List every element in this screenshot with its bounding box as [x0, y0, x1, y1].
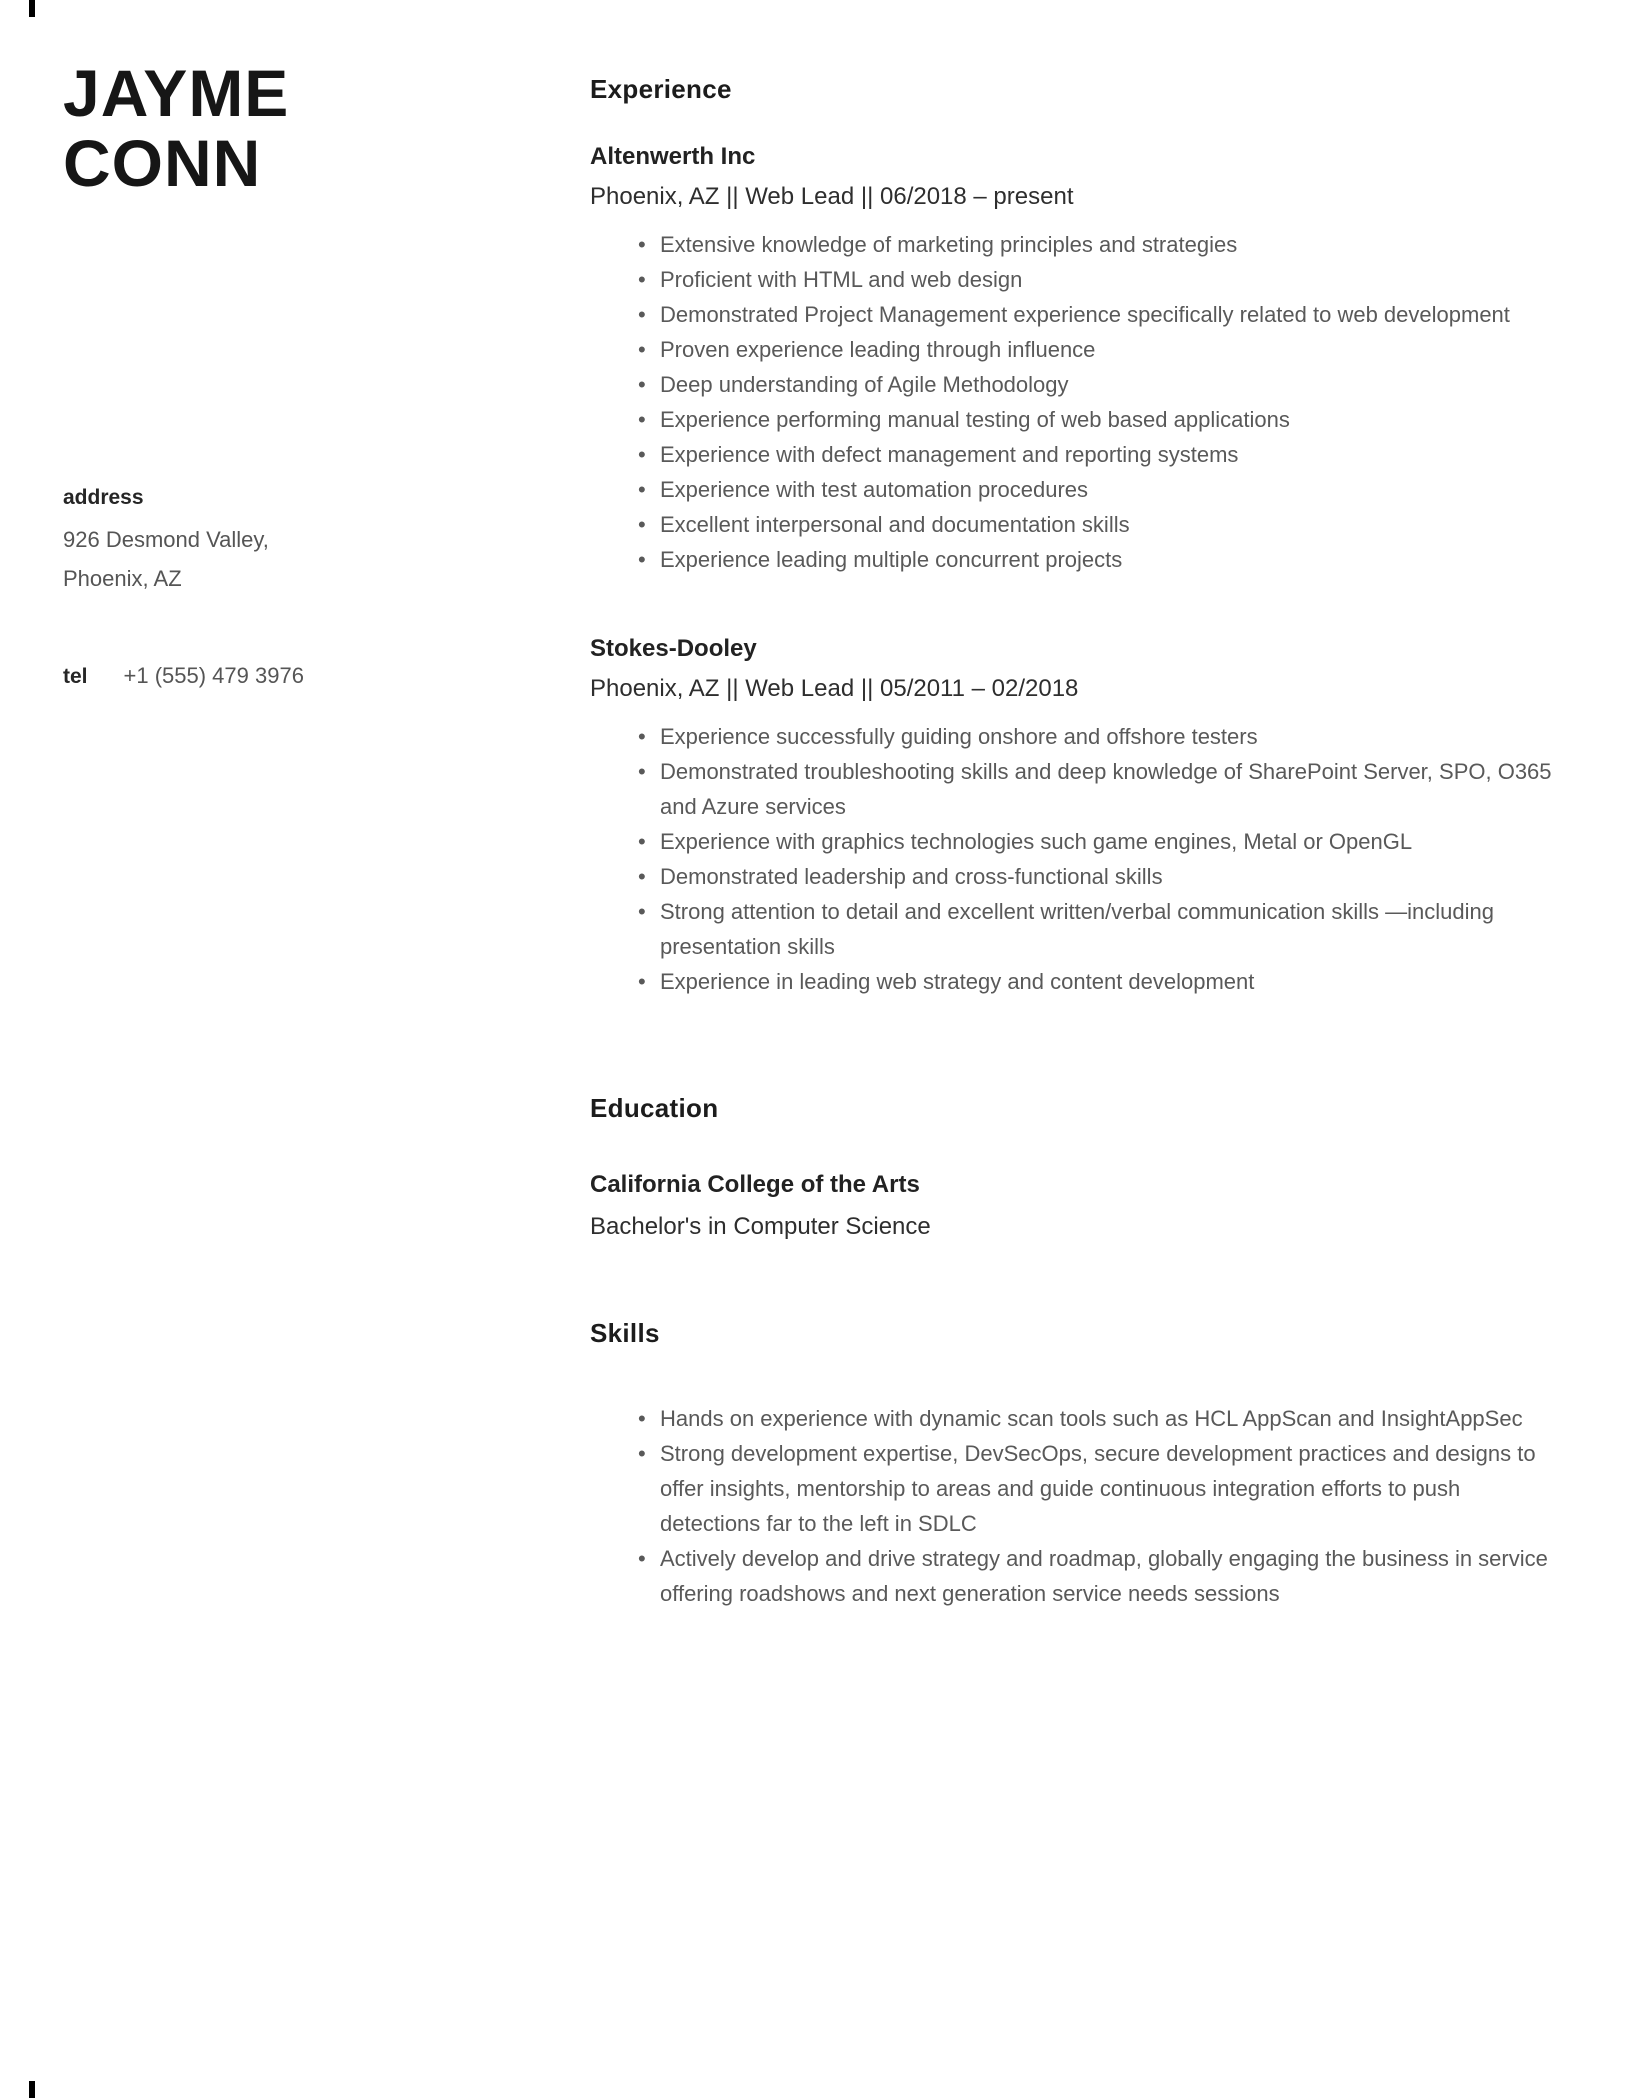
- bullet-item: • Experience with test automation procedures: [638, 472, 1554, 507]
- bullet-item: • Demonstrated leadership and cross-functional skills: [638, 859, 1554, 894]
- bullet-item: • Demonstrated Project Management experience specifically related to web development: [638, 297, 1554, 332]
- section-education: [590, 1093, 1554, 1248]
- skills-bullet-list: [590, 1401, 1554, 1611]
- bullet-item: • Experience with defect management and reporting systems: [638, 437, 1554, 472]
- section-skills: [590, 1318, 1554, 1611]
- main-content: [590, 0, 1632, 2098]
- bullet-item: • Experience leading multiple concurrent projects: [638, 542, 1554, 577]
- address-label: address: [63, 486, 144, 509]
- tel-value: +1 (555) 479 3976: [123, 663, 304, 688]
- tel-label: tel: [63, 665, 88, 688]
- bullet-item: • Proficient with HTML and web design: [638, 262, 1554, 297]
- address-line-2: Phoenix, AZ: [63, 566, 182, 591]
- education-school: California College of the Arts: [590, 1171, 920, 1198]
- sidebar: [0, 0, 590, 2098]
- job-bullet-list: [590, 227, 1554, 577]
- job-meta: Phoenix, AZ || Web Lead || 06/2018 – present: [590, 183, 1074, 210]
- bullet-item: • Experience in leading web strategy and content development: [638, 964, 1554, 999]
- job-entry: [590, 635, 1554, 999]
- skills-heading: Skills: [590, 1318, 660, 1348]
- job-bullet-list: [590, 719, 1554, 999]
- bullet-item: • Strong attention to detail and excellent written/verbal communication skills —including presentation skills: [638, 894, 1554, 964]
- bullet-item: • Experience with graphics technologies such game engines, Metal or OpenGL: [638, 824, 1554, 859]
- bullet-item: • Demonstrated troubleshooting skills and deep knowledge of SharePoint Server, SPO, O365 and Azure services: [638, 754, 1554, 824]
- bullet-item: • Actively develop and drive strategy and roadmap, globally engaging the business in service offering roadshows and next generation service needs sessions: [638, 1541, 1554, 1611]
- bullet-item: • Excellent interpersonal and documentation skills: [638, 507, 1554, 542]
- job-company: Stokes-Dooley: [590, 635, 757, 662]
- bullet-item: • Hands on experience with dynamic scan tools such as HCL AppScan and InsightAppSec: [638, 1401, 1554, 1436]
- address-block: [63, 486, 550, 598]
- job-company: Altenwerth Inc: [590, 143, 756, 170]
- candidate-name-line-1: JAYME: [63, 56, 290, 130]
- candidate-name-line-2: CONN: [63, 126, 262, 200]
- address-line-1: 926 Desmond Valley,: [63, 527, 269, 552]
- bullet-item: • Deep understanding of Agile Methodology: [638, 367, 1554, 402]
- candidate-name: [63, 58, 550, 198]
- bullet-item: • Experience performing manual testing of web based applications: [638, 402, 1554, 437]
- experience-heading: Experience: [590, 74, 732, 104]
- page-corner-mark-top: [29, 0, 35, 17]
- section-experience: [590, 74, 1554, 999]
- bullet-item: • Extensive knowledge of marketing principles and strategies: [638, 227, 1554, 262]
- education-degree: Bachelor's in Computer Science: [590, 1213, 931, 1240]
- job-meta: Phoenix, AZ || Web Lead || 05/2011 – 02/2018: [590, 675, 1079, 702]
- bullet-item: • Experience successfully guiding onshore and offshore testers: [638, 719, 1554, 754]
- bullet-item: • Strong development expertise, DevSecOps, secure development practices and designs to offer insights, mentorship to areas and guide continuous integration efforts to push detections far to the left in SDLC: [638, 1436, 1554, 1541]
- bullet-item: • Proven experience leading through influence: [638, 332, 1554, 367]
- job-entry: [590, 143, 1554, 577]
- tel-block: [63, 656, 550, 695]
- page-corner-mark-bottom: [29, 2081, 35, 2098]
- education-heading: Education: [590, 1093, 719, 1123]
